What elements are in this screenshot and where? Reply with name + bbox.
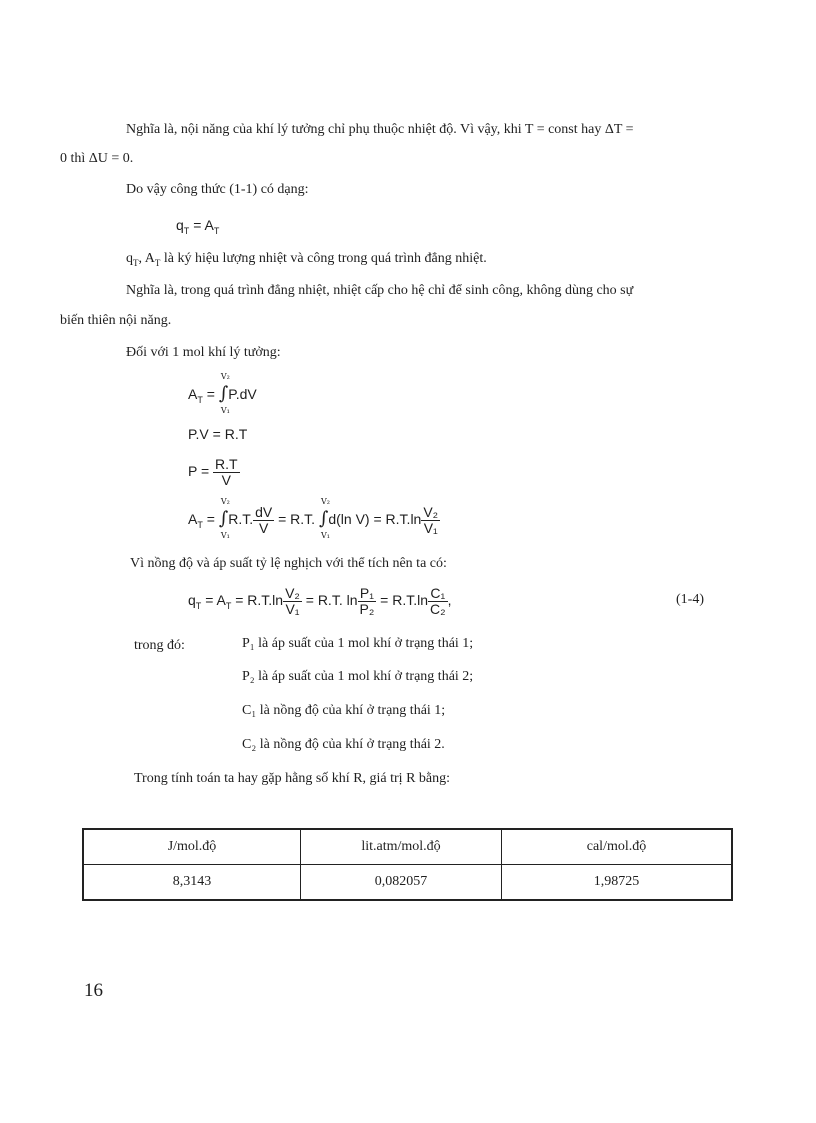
- paragraph-3: $q_T$, $A_T$ là ký hiệu lượng nhiệt và công trong quá trình đẳng nhiệt.: [126, 251, 487, 268]
- table-row: [83, 865, 732, 901]
- table-header-row: [83, 829, 732, 865]
- paragraph-5: Đối với 1 mol khí lý tưởng:: [126, 345, 281, 360]
- paragraph-6: Vì nồng độ và áp suất tỷ lệ nghịch với thể tích nên ta có:: [130, 556, 447, 571]
- fraction-v2-over-v1: $\frac{\text{V₂}}{\text{V₁}}$: [423, 504, 439, 536]
- integral-sign: ∫ V₂ V₁: [218, 497, 230, 541]
- integral-sign: ∫ V₂ V₁: [318, 497, 330, 541]
- page-number: 16: [84, 980, 103, 1001]
- paragraph-2: Do vậy công thức (1-1) có dạng:: [126, 182, 309, 197]
- paragraph-1-line-2: 0 thì ΔU = 0.: [60, 151, 134, 166]
- where-item: C₂ là nồng độ của khí ở trạng thái 2.: [242, 737, 445, 752]
- fraction-c1-over-c2: $\frac{\text{C₁}}{\text{C₂}}$: [430, 585, 446, 617]
- fraction-rt-over-v: $\frac{R.T}{V}$: [215, 456, 238, 488]
- where-item: C₁ là nồng độ của khí ở trạng thái 1;: [242, 703, 446, 718]
- gas-constant-table: [82, 828, 733, 901]
- equation-1-4: $q_T = A_T = R.T.\ln$ $\frac{\text{V₂}}{\text{V₁}}$ = R.T. ln $\frac{\text{P₁}}{\text{P₂}}$ = R.T.ln $\frac{\text{C₁}}{\text{C₂}}$ ,: [188, 585, 452, 617]
- equation-p-fraction: P = $\frac{R.T}{V}$: [188, 456, 238, 488]
- table-cell: 8,3143: [83, 865, 301, 901]
- equation-at-integral: $A_T$ = ∫ V₂ V₁ P.dV: [188, 372, 257, 415]
- fraction-p1-over-p2: $\frac{\text{P₁}}{\text{P₂}}$: [359, 585, 375, 617]
- integral-sign: ∫ V₂ V₁: [218, 372, 230, 415]
- equation-label: (1-4): [676, 592, 704, 607]
- table-header-cell: J/mol.độ: [83, 829, 301, 865]
- where-item: P₂ là áp suất của 1 mol khí ở trạng thái 2;: [242, 669, 474, 684]
- table-cell: 1,98725: [502, 865, 733, 901]
- paragraph-4-line-2: biến thiên nội năng.: [60, 313, 172, 328]
- equation-at-long: $A_T$ = ∫ V₂ V₁ R.T. $\frac{dV}{V}$ = R.T. ∫ V₂ V₁ d(ln V) = R.T.ln $\frac{\text{V₂}}{\text{V₁}}$: [188, 497, 439, 541]
- where-label: trong đó:: [134, 638, 185, 653]
- fraction-dv-over-v: $\frac{dV}{V}$: [255, 504, 273, 536]
- table-header-cell: cal/mol.độ: [502, 829, 733, 865]
- fraction-v2-over-v1: $\frac{\text{V₂}}{\text{V₁}}$: [285, 585, 300, 617]
- where-item: P₁ là áp suất của 1 mol khí ở trạng thái 1;: [242, 636, 474, 651]
- paragraph-4-line-1: Nghĩa là, trong quá trình đẳng nhiệt, nhiệt cấp cho hệ chỉ để sinh công, không dùng cho sự: [126, 283, 634, 298]
- equation-qt-at: $q_T = A_T$: [176, 217, 220, 236]
- paragraph-7: Trong tính toán ta hay gặp hằng số khí R, giá trị R bằng:: [134, 771, 451, 786]
- paragraph-1-line-1: Nghĩa là, nội năng của khí lý tưởng chỉ phụ thuộc nhiệt độ. Vì vậy, khi T = const hay ΔT =: [126, 122, 634, 137]
- equation-pv-rt: P.V = R.T: [188, 426, 248, 442]
- table-header-cell: lit.atm/mol.độ: [301, 829, 502, 865]
- table-cell: 0,082057: [301, 865, 502, 901]
